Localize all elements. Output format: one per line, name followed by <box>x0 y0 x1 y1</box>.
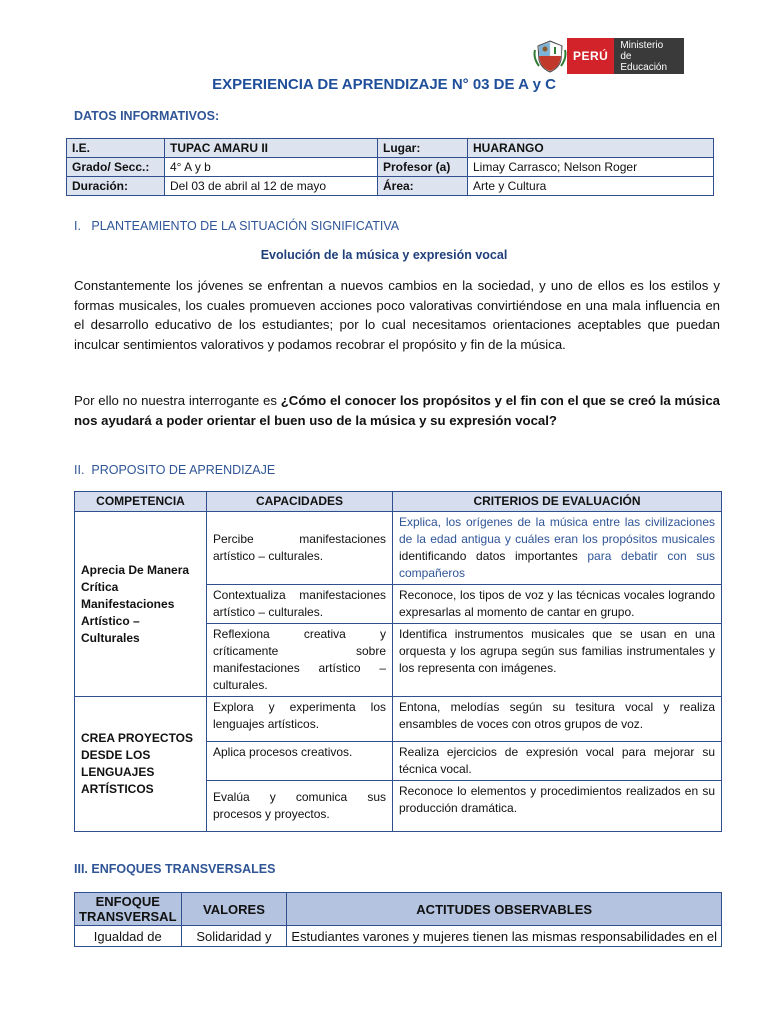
criterio-4: Entona, melodías según su tesitura vocal y realiza ensambles de voces con otros grupos de voz. <box>393 697 722 742</box>
datos-heading: DATOS INFORMATIVOS: <box>74 109 220 123</box>
table-row <box>67 139 714 158</box>
info-table <box>66 138 714 196</box>
proposito-table <box>74 491 722 832</box>
paragraph-2 <box>74 391 720 430</box>
header-actitudes: ACTITUDES OBSERVABLES <box>287 893 722 926</box>
criterio-2: Reconoce, los tipos de voz y las técnicas vocales logrando expresarlas al momento de cantar en grupo. <box>393 585 722 624</box>
grado-value: 4° A y b <box>165 158 378 177</box>
lugar-label: Lugar: <box>378 139 468 158</box>
minedu-logo <box>533 38 684 74</box>
ministerio-label <box>614 38 684 74</box>
competencia-2: CREA PROYECTOS DESDE LOS LENGUAJES ARTÍSTICOS <box>75 697 207 832</box>
capacidad-1: Percibe manifestaciones artístico – culturales. <box>207 512 393 585</box>
table-header-row <box>75 893 722 926</box>
header-enfoque: ENFOQUE TRANSVERSAL <box>75 893 182 926</box>
criterio-1 <box>393 512 722 585</box>
table-row <box>75 926 722 947</box>
area-value: Arte y Cultura <box>468 177 714 196</box>
capacidad-4: Explora y experimenta los lenguajes artísticos. <box>207 697 393 742</box>
criterio-5: Realiza ejercicios de expresión vocal para mejorar su técnica vocal. <box>393 742 722 781</box>
header-valores: VALORES <box>181 893 287 926</box>
criterio-1-b: identificando datos importantes <box>399 549 588 563</box>
peru-label: PERÚ <box>567 38 614 74</box>
section1-subtitle: Evolución de la música y expresión vocal <box>260 248 508 262</box>
peru-shield-icon <box>533 38 567 74</box>
table-row <box>75 512 722 585</box>
duracion-value: Del 03 de abril al 12 de mayo <box>165 177 378 196</box>
criterio-6: Reconoce lo elementos y procedimientos realizados en su producción dramática. <box>393 781 722 832</box>
ie-label: I.E. <box>67 139 165 158</box>
paragraph-2-lead: Por ello no nuestra interrogante es <box>74 393 281 408</box>
profesor-value: Limay Carrasco; Nelson Roger <box>468 158 714 177</box>
capacidad-3: Reflexiona creativa y críticamente sobre manifestaciones artístico – culturales. <box>207 624 393 697</box>
criterio-3: Identifica instrumentos musicales que se usan en una orquesta y los agrupa según sus familias instrumentales y los representa con imágenes. <box>393 624 722 697</box>
header-competencia: COMPETENCIA <box>75 492 207 512</box>
capacidad-2: Contextualiza manifestaciones artístico – culturales. <box>207 585 393 624</box>
capacidad-5: Aplica procesos creativos. <box>207 742 393 781</box>
criterio-1-c: para debatir con sus compañeros <box>399 549 716 580</box>
section2-heading: II. PROPOSITO DE APRENDIZAJE <box>74 463 276 477</box>
enfoques-table <box>74 892 722 947</box>
ie-value: TUPAC AMARU II <box>165 139 378 158</box>
grado-label: Grado/ Secc.: <box>67 158 165 177</box>
header-capacidades: CAPACIDADES <box>207 492 393 512</box>
table-row <box>75 697 722 742</box>
duracion-label: Duración: <box>67 177 165 196</box>
actitudes-cell: Estudiantes varones y mujeres tienen las mismas responsabilidades en el <box>287 926 722 947</box>
table-header-row <box>75 492 722 512</box>
capacidad-6: Evalúa y comunica sus procesos y proyectos. <box>207 781 393 832</box>
table-row <box>67 158 714 177</box>
enfoque-cell: Igualdad de <box>75 926 182 947</box>
competencia-1: Aprecia De Manera Crítica Manifestaciones Artístico – Culturales <box>75 512 207 697</box>
ministerio-line2: de Educación <box>620 50 668 73</box>
valores-cell: Solidaridad y <box>181 926 287 947</box>
header-criterios: CRITERIOS DE EVALUACIÓN <box>393 492 722 512</box>
profesor-label: Profesor (a) <box>378 158 468 177</box>
area-label: Área: <box>378 177 468 196</box>
section3-heading: III. ENFOQUES TRANSVERSALES <box>74 862 276 876</box>
lugar-value: HUARANGO <box>468 139 714 158</box>
criterio-1-a: Explica, los orígenes de la música entre las civilizaciones de la edad antigua y cuáles eran los propósitos musicales <box>399 515 715 546</box>
document-title: EXPERIENCIA DE APRENDIZAJE N° 03 DE A y C <box>212 76 556 93</box>
ministerio-line1: Ministerio <box>620 39 664 51</box>
paragraph-1: Constantemente los jóvenes se enfrentan a nuevos cambios en la sociedad, y uno de ellos es los estilos y formas musicales, los cuales promueven acciones poco valorativas convirtiéndose en una mala influencia en el desarrollo educativo de los estudiantes; por lo cual necesitamos orientaciones aceptables que puedan inculcar sentimientos valorativos y podamos recobrar el propósito y fin de la música. <box>74 278 720 352</box>
table-row <box>67 177 714 196</box>
paragraph-2-question: ¿Cómo el conocer los propósitos y el fin con el que se creó la música nos ayudará a poder orientar el buen uso de la música y su expresión vocal? <box>74 393 720 428</box>
section1-heading: I. PLANTEAMIENTO DE LA SITUACIÓN SIGNIFICATIVA <box>74 219 400 233</box>
